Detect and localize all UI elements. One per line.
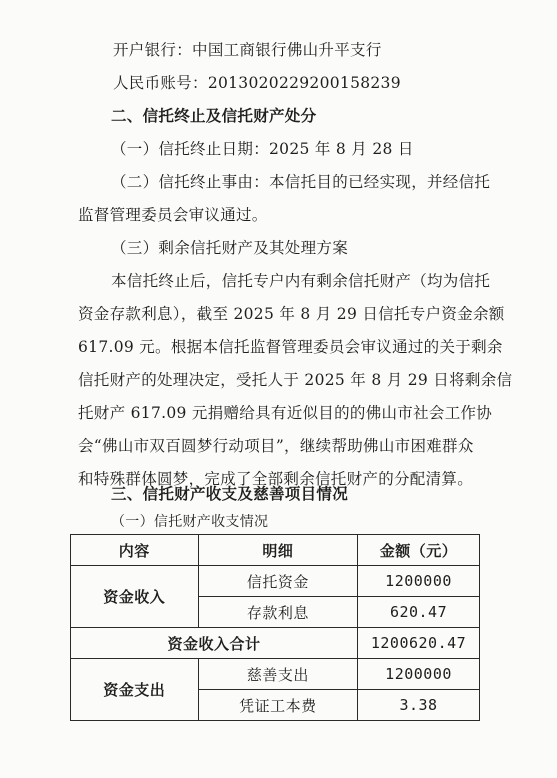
income-detail: 信托资金	[198, 566, 357, 597]
table-header-row	[71, 535, 480, 566]
expense-detail: 凭证工本费	[198, 690, 357, 721]
header-content: 内容	[71, 535, 199, 566]
section-3-heading: 三、信托财产收支及慈善项目情况	[111, 485, 349, 503]
header-detail: 明细	[198, 535, 357, 566]
account-label: 人民币账号：	[113, 74, 208, 92]
income-total-label: 资金收入合计	[71, 628, 358, 659]
income-amount: 1200000	[358, 566, 480, 597]
paragraph-line: 托财产 617.09 元捐赠给具有近似目的的佛山市社会工作协	[78, 404, 493, 422]
income-detail: 存款利息	[198, 597, 357, 628]
account-line	[113, 73, 401, 93]
income-expense-subheading: （一）信托财产收支情况	[111, 514, 269, 530]
header-amount: 金额（元）	[358, 535, 480, 566]
table-row	[71, 659, 480, 690]
paragraph-line: 本信托终止后，信托专户内有剩余信托财产（均为信托	[111, 272, 491, 290]
section-2-heading: 二、信托终止及信托财产处分	[111, 107, 317, 125]
table-row	[71, 628, 480, 659]
income-amount: 620.47	[358, 597, 480, 628]
expense-detail: 慈善支出	[198, 659, 357, 690]
paragraph-line: 和特殊群体圆梦，完成了全部剩余信托财产的分配清算。	[78, 470, 474, 488]
remaining-property-heading: （三）剩余信托财产及其处理方案	[111, 239, 349, 257]
expense-amount: 3.38	[358, 690, 480, 721]
income-expense-table	[70, 534, 480, 721]
income-total-amount: 1200620.47	[358, 628, 480, 659]
termination-reason-line-1: （二）信托终止事由：本信托目的已经实现，并经信托	[111, 173, 491, 191]
expense-amount: 1200000	[358, 659, 480, 690]
termination-date: （一）信托终止日期：2025 年 8 月 28 日	[111, 140, 414, 158]
paragraph-line: 617.09 元。根据本信托监督管理委员会审议通过的关于剩余	[78, 338, 503, 356]
expense-label: 资金支出	[71, 659, 199, 721]
termination-reason-line-2: 监督管理委员会审议通过。	[78, 206, 268, 224]
account-number: 2013020229200158239	[207, 74, 401, 92]
bank-label: 开户银行：	[113, 41, 193, 59]
paragraph-line: 信托财产的处理决定，受托人于 2025 年 8 月 29 日将剩余信	[78, 371, 513, 389]
table-row	[71, 566, 480, 597]
paragraph-line: 资金存款利息），截至 2025 年 8 月 29 日信托专户资金余额	[78, 305, 505, 323]
bank-name: 中国工商银行佛山升平支行	[192, 41, 382, 59]
income-label: 资金收入	[71, 566, 199, 628]
paragraph-line: 会“佛山市双百圆梦行动项目”，继续帮助佛山市困难群众	[78, 437, 474, 455]
bank-line	[113, 40, 382, 60]
